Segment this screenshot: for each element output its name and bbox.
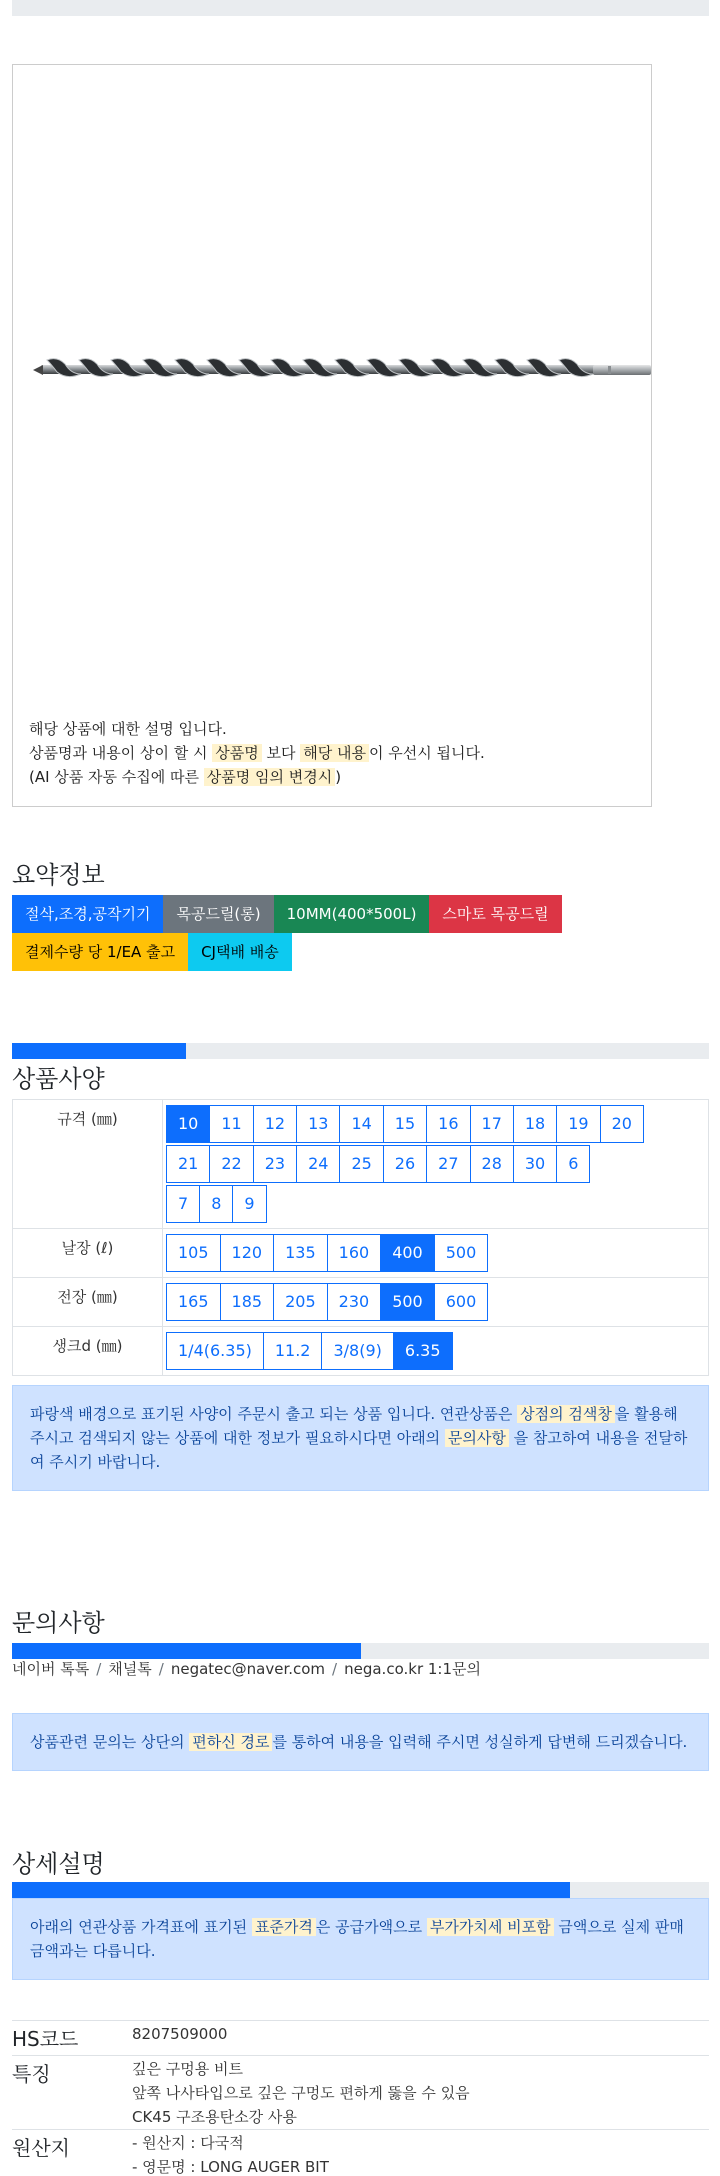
alert-text: 은 공급가액으로 — [315, 1918, 427, 1936]
spec-option-button[interactable]: 9 — [232, 1185, 266, 1223]
spec-row-label: 규격 (㎜) — [13, 1100, 163, 1229]
spec-option-button[interactable]: 20 — [600, 1105, 644, 1143]
feature-row — [12, 2055, 709, 2129]
alert-highlight: 편하신 경로 — [189, 1733, 272, 1751]
spec-option-button[interactable]: 120 — [220, 1234, 275, 1272]
hs-code-key: HS코드 — [12, 2027, 79, 2051]
spec-row-label: 날장 (ℓ) — [13, 1229, 163, 1278]
product-image-panel — [12, 64, 652, 807]
notice-line-2 — [29, 741, 639, 765]
spec-info-alert — [12, 1385, 709, 1491]
spec-progress-bar — [12, 1043, 709, 1059]
spec-row-options — [163, 1100, 709, 1229]
contact-separator: / — [96, 1660, 102, 1678]
spec-option-button[interactable]: 13 — [296, 1105, 340, 1143]
spec-option-button[interactable]: 165 — [166, 1283, 221, 1321]
shipping-qty-badge: 결제수량 당 1/EA 출고 — [12, 933, 188, 971]
alert-highlight: 문의사항 — [445, 1429, 509, 1447]
spec-option-button[interactable]: 11.2 — [263, 1332, 323, 1370]
product-notice — [29, 717, 639, 789]
courier-badge: CJ택배 배송 — [188, 933, 292, 971]
inquiry-info-alert — [12, 1713, 709, 1771]
alert-text: 상품관련 문의는 상단의 — [30, 1733, 190, 1751]
alert-highlight: 표준가격 — [252, 1918, 316, 1936]
alert-text: 을 활용해 주시고 검색되지 않는 상품에 대한 정보가 필요하시다면 아래의 — [30, 1405, 678, 1447]
naver-talk-link[interactable]: 네이버 톡톡 — [12, 1660, 90, 1678]
spec-option-button[interactable]: 14 — [339, 1105, 383, 1143]
spec-option-button[interactable]: 23 — [253, 1145, 297, 1183]
spec-option-button[interactable]: 500 — [380, 1283, 435, 1321]
alert-text: 을 참고하여 내용을 전달하여 주시기 바랍니다. — [30, 1429, 688, 1471]
inquiry-progress-bar — [12, 1643, 709, 1659]
spec-option-button[interactable]: 12 — [253, 1105, 297, 1143]
spec-option-button[interactable]: 25 — [339, 1145, 383, 1183]
spec-row-options — [163, 1229, 709, 1278]
summary-badges — [12, 895, 612, 971]
detail-info-alert — [12, 1898, 709, 1980]
spec-option-button[interactable]: 21 — [166, 1145, 210, 1183]
spec-option-button[interactable]: 600 — [434, 1283, 489, 1321]
top-progress-strip — [12, 0, 709, 16]
spec-option-button[interactable]: 1/4(6.35) — [166, 1332, 264, 1370]
notice-text: 이 우선시 됩니다. — [368, 744, 485, 762]
notice-text: ) — [335, 768, 342, 786]
feature-line: CK45 구조용탄소강 사용 — [132, 2108, 297, 2126]
spec-option-button[interactable]: 3/8(9) — [321, 1332, 393, 1370]
spec-option-button[interactable]: 160 — [327, 1234, 382, 1272]
alert-highlight: 상점의 검색창 — [517, 1405, 615, 1423]
spec-option-button[interactable]: 8 — [199, 1185, 233, 1223]
contact-separator: / — [158, 1660, 164, 1678]
channel-talk-link[interactable]: 채널톡 — [108, 1660, 152, 1678]
spec-option-button[interactable]: 230 — [327, 1283, 382, 1321]
notice-highlight: 상품명 — [212, 744, 261, 762]
feature-key: 특징 — [12, 2062, 51, 2086]
spec-row-options — [163, 1327, 709, 1376]
spec-option-button[interactable]: 135 — [273, 1234, 328, 1272]
spec-row-options — [163, 1278, 709, 1327]
brand-badge: 스마토 목공드릴 — [429, 895, 561, 933]
inquiry-title: 문의사항 — [12, 1609, 105, 1637]
spec-option-button[interactable]: 6.35 — [393, 1332, 453, 1370]
spec-option-button[interactable]: 185 — [220, 1283, 275, 1321]
auger-drill-bit-image — [33, 350, 651, 390]
spec-option-button[interactable]: 27 — [426, 1145, 470, 1183]
spec-option-button[interactable]: 105 — [166, 1234, 221, 1272]
detail-progress-fill — [12, 1882, 570, 1898]
notice-text: (AI 상품 자동 수집에 따른 — [29, 768, 204, 786]
notice-line-1: 해당 상품에 대한 설명 입니다. — [29, 720, 227, 738]
spec-option-button[interactable]: 26 — [383, 1145, 427, 1183]
spec-option-button[interactable]: 7 — [166, 1185, 200, 1223]
alert-text: 아래의 연관상품 가격표에 표기된 — [30, 1918, 252, 1936]
spec-row — [13, 1278, 709, 1327]
notice-text: 보다 — [261, 744, 301, 762]
spec-progress-fill — [12, 1043, 186, 1059]
feature-line: 앞쪽 나사타입으로 깊은 구멍도 편하게 뚫을 수 있음 — [132, 2084, 470, 2102]
detail-title: 상세설명 — [12, 1850, 105, 1878]
inquiry-progress-fill — [12, 1643, 361, 1659]
spec-row — [13, 1100, 709, 1229]
spec-option-button[interactable]: 30 — [513, 1145, 557, 1183]
spec-option-button[interactable]: 17 — [470, 1105, 514, 1143]
notice-line-3 — [29, 765, 639, 789]
notice-highlight: 상품명 임의 변경시 — [204, 768, 335, 786]
product-info-table — [12, 2020, 709, 2176]
email-link[interactable]: negatec@naver.com — [170, 1660, 326, 1678]
category-badge: 절삭,조경,공작기기 — [12, 895, 163, 933]
feature-value — [132, 2056, 470, 2129]
contact-channels — [12, 1658, 481, 1679]
spec-row-label: 전장 (㎜) — [13, 1278, 163, 1327]
spec-option-button[interactable]: 400 — [380, 1234, 435, 1272]
origin-value — [132, 2130, 329, 2176]
spec-option-button[interactable]: 18 — [513, 1105, 557, 1143]
notice-highlight: 해당 내용 — [300, 744, 369, 762]
origin-line: - 영문명 : LONG AUGER BIT — [132, 2158, 329, 2176]
spec-option-button[interactable]: 205 — [273, 1283, 328, 1321]
alert-text: 금액으로 실제 판매금액과는 다릅니다. — [30, 1918, 684, 1960]
site-inquiry-link[interactable]: nega.co.kr 1:1문의 — [344, 1660, 481, 1678]
spec-option-button[interactable]: 22 — [209, 1145, 253, 1183]
spec-option-button[interactable]: 28 — [470, 1145, 514, 1183]
hs-code-value: 8207509000 — [132, 2025, 228, 2043]
feature-line: 깊은 구멍용 비트 — [132, 2060, 243, 2078]
detail-progress-bar — [12, 1882, 709, 1898]
alert-text: 파랑색 배경으로 표기된 사양이 주문시 출고 되는 상품 입니다. 연관상품은 — [30, 1405, 518, 1423]
spec-option-button[interactable]: 500 — [434, 1234, 489, 1272]
spec-option-button[interactable]: 10 — [166, 1105, 210, 1143]
type-badge: 목공드릴(롱) — [163, 895, 273, 933]
spec-option-button[interactable]: 16 — [426, 1105, 470, 1143]
alert-text: 를 통하여 내용을 입력해 주시면 성실하게 답변해 드리겠습니다. — [272, 1733, 688, 1751]
origin-line: - 원산지 : 다국적 — [132, 2134, 244, 2152]
spec-option-button[interactable]: 19 — [556, 1105, 600, 1143]
spec-option-button[interactable]: 15 — [383, 1105, 427, 1143]
spec-row-label: 생크d (㎜) — [13, 1327, 163, 1376]
spec-table — [12, 1099, 709, 1376]
spec-row — [13, 1229, 709, 1278]
origin-row — [12, 2129, 709, 2176]
contact-separator: / — [332, 1660, 338, 1678]
origin-key: 원산지 — [12, 2136, 70, 2160]
notice-text: 상품명과 내용이 상이 할 시 — [29, 744, 213, 762]
spec-option-button[interactable]: 6 — [556, 1145, 590, 1183]
spec-option-button[interactable]: 11 — [209, 1105, 253, 1143]
hs-code-row — [12, 2020, 709, 2055]
alert-highlight: 부가가치세 비포함 — [427, 1918, 554, 1936]
summary-title: 요약정보 — [12, 861, 105, 889]
size-badge: 10MM(400*500L) — [274, 895, 430, 933]
spec-title: 상품사양 — [12, 1065, 105, 1093]
spec-row — [13, 1327, 709, 1376]
spec-option-button[interactable]: 24 — [296, 1145, 340, 1183]
